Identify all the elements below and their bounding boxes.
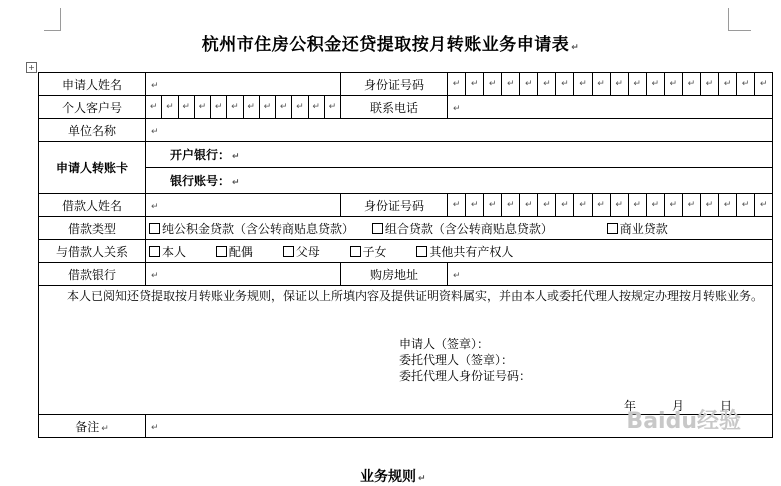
label-remark: 备注 ↵	[39, 415, 146, 438]
table-move-handle-icon[interactable]: +	[26, 62, 37, 73]
loan-type-options	[146, 217, 773, 240]
label-transfer-card: 申请人转账卡	[39, 142, 146, 194]
end-of-row-marks	[772, 72, 780, 452]
watermark-logo: Baidu经验	[626, 409, 741, 434]
signature-block	[399, 336, 531, 384]
row-applicant	[39, 73, 773, 96]
checkbox-co-owner[interactable]: 其他共有产权人	[416, 243, 513, 260]
label-phone: 联系电话	[341, 96, 448, 119]
checkbox-parents[interactable]: 父母	[283, 243, 320, 260]
declaration-text: 本人已阅知还贷提取按月转账业务规则，保证以上所填内容及提供证明资料属实，并由本人或委托代理人按规定办理按月转账业务。	[67, 289, 764, 303]
row-borrower	[39, 194, 773, 217]
row-relation	[39, 240, 773, 263]
label-client-no: 个人客户号	[39, 96, 146, 119]
client-no-cells[interactable]: ↵ ↵ ↵ ↵ ↵ ↵ ↵ ↵ ↵ ↵ ↵ ↵	[146, 96, 341, 119]
label-address: 购房地址	[341, 263, 448, 286]
label-loan-bank: 借款银行	[39, 263, 146, 286]
account-field[interactable]: 银行账号： ↵	[146, 168, 773, 194]
row-employer	[39, 119, 773, 142]
signature-agent[interactable]: 委托代理人（签章）：	[399, 353, 514, 367]
checkbox-children[interactable]: 子女	[350, 243, 387, 260]
loan-bank-field[interactable]: ↵	[146, 263, 341, 286]
crop-mark-top-left	[44, 8, 61, 31]
label-id-number: 身份证号码	[341, 73, 448, 96]
row-loan-bank	[39, 263, 773, 286]
checkbox-loan-fund[interactable]: 纯公积金贷款（含公转商贴息贷款）	[149, 220, 354, 237]
id-number-cells[interactable]: ↵ ↵ ↵ ↵ ↵ ↵ ↵ ↵ ↵ ↵ ↵ ↵ ↵ ↵ ↵ ↵ ↵ ↵	[448, 73, 773, 96]
label-borrower-id: 身份证号码	[341, 194, 448, 217]
phone-field[interactable]: ↵	[448, 96, 773, 119]
checkbox-self[interactable]: 本人	[149, 243, 186, 260]
label-relation: 与借款人关系	[39, 240, 146, 263]
application-form-table	[38, 72, 773, 438]
remark-field[interactable]: ↵	[146, 415, 773, 438]
label-loan-type: 借款类型	[39, 217, 146, 240]
label-applicant-name: 申请人姓名	[39, 73, 146, 96]
row-loan-type	[39, 217, 773, 240]
signature-agent-id[interactable]: 委托代理人身份证号码：	[399, 369, 532, 383]
footer-heading: 业务规则 ↵	[360, 469, 426, 485]
borrower-name-field[interactable]: ↵	[146, 194, 341, 217]
declaration-cell	[39, 286, 773, 415]
checkbox-loan-commercial[interactable]: 商业贷款	[607, 220, 668, 237]
row-transfer-bank	[39, 142, 773, 168]
date-line[interactable]: 年 月 日	[624, 399, 733, 413]
checkbox-spouse[interactable]: 配偶	[216, 243, 253, 260]
label-employer: 单位名称	[39, 119, 146, 142]
checkbox-loan-combined[interactable]: 组合贷款（含公转商贴息贷款）	[372, 220, 553, 237]
address-field[interactable]: ↵	[448, 263, 773, 286]
row-declaration	[39, 286, 773, 415]
row-client	[39, 96, 773, 119]
applicant-name-field[interactable]: ↵	[146, 73, 341, 96]
relation-options	[146, 240, 773, 263]
employer-field[interactable]: ↵	[146, 119, 773, 142]
signature-applicant[interactable]: 申请人（签章）：	[399, 337, 490, 351]
row-transfer-account	[39, 168, 773, 194]
borrower-id-cells[interactable]: ↵ ↵ ↵ ↵ ↵ ↵ ↵ ↵ ↵ ↵ ↵ ↵ ↵ ↵ ↵ ↵ ↵ ↵	[448, 194, 773, 217]
label-borrower-name: 借款人姓名	[39, 194, 146, 217]
bank-field[interactable]: 开户银行： ↵	[146, 142, 773, 168]
crop-mark-top-right	[728, 8, 751, 31]
form-title: 杭州市住房公积金还贷提取按月转账业务申请表 ↵	[201, 35, 580, 55]
